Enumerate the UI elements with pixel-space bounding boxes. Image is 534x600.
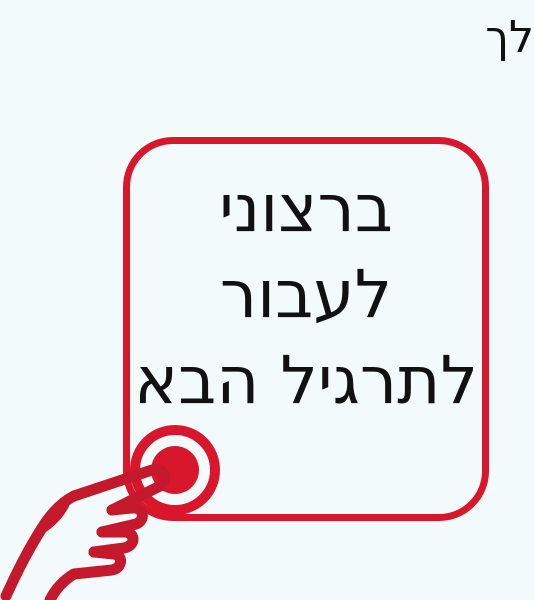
next-exercise-label-line-3: לתרגיל הבא [134, 342, 478, 419]
next-exercise-label-line-1: ברצוני [219, 170, 393, 247]
next-exercise-button[interactable] [123, 137, 489, 521]
next-exercise-label [130, 166, 482, 424]
corner-text: לך [485, 12, 534, 63]
next-exercise-label-line-2: לעבור [219, 256, 393, 333]
